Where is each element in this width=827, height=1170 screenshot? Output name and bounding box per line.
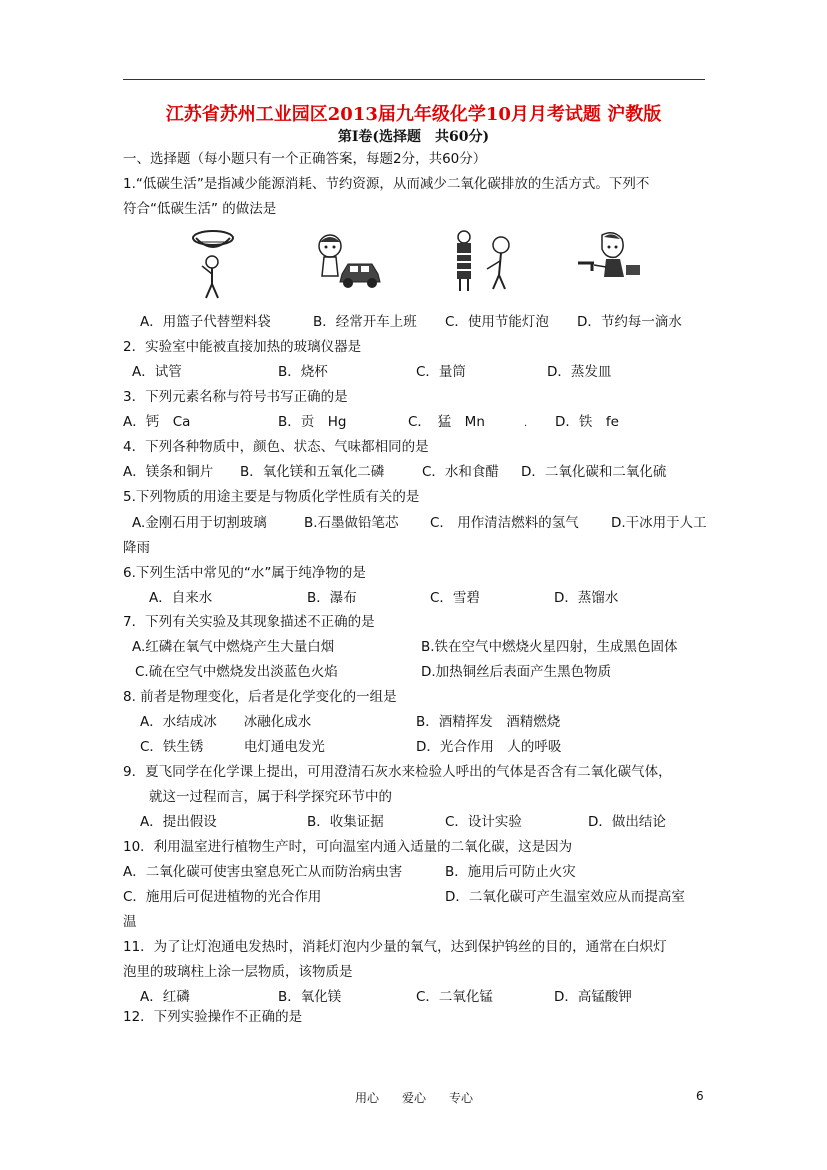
q1-option-a: A．用篮子代替塑料袋 xyxy=(140,314,271,330)
car-illustration xyxy=(312,232,384,292)
q1-option-d: D．节约每一滴水 xyxy=(577,314,682,330)
question-8-stem: 8. 前者是物理变化，后者是化学变化的一组是 xyxy=(123,689,397,705)
question-6-stem: 6.下列生活中常见的“水”属于纯净物的是 xyxy=(123,565,366,581)
section-subtitle: 第Ⅰ卷(选择题 共60分) xyxy=(337,129,490,145)
question-7-stem: 7．下列有关实验及其现象描述不正确的是 xyxy=(123,614,375,630)
q11-option-b: B．氧化镁 xyxy=(278,989,342,1005)
q10-option-c: C．施用后可促进植物的光合作用 xyxy=(123,889,322,905)
question-1-stem: 1.“低碳生活”是指减少能源消耗、节约资源，从而减少二氧化碳排放的生活方式。下列不 xyxy=(123,176,650,192)
q4-option-b: B．氧化镁和五氧化二磷 xyxy=(240,464,385,480)
question-9-stem: 9．夏飞同学在化学课上提出，可用澄清石灰水来检验人呼出的气体是否含有二氧化碳气体， xyxy=(123,764,672,780)
q1-option-c: C．使用节能灯泡 xyxy=(445,314,549,330)
q9-option-c: C．设计实验 xyxy=(445,814,522,830)
q3-option-d: D．铁 fe xyxy=(555,414,619,430)
q10-option-b: B．施用后可防止火灾 xyxy=(445,864,576,880)
footer-motto-3: 专心 xyxy=(449,1091,474,1105)
q7-option-c: C.硫在空气中燃烧发出淡蓝色火焰 xyxy=(135,664,338,680)
q8-option-a: A．水结成冰 冰融化成水 xyxy=(140,714,312,730)
page-title: 江苏省苏州工业园区2013届九年级化学10月月考试题 沪教版 xyxy=(165,104,662,125)
q2-option-b: B．烧杯 xyxy=(278,364,328,380)
q8-option-d: D．光合作用 人的呼吸 xyxy=(416,739,562,755)
q6-option-c: C．雪碧 xyxy=(430,590,480,606)
q6-option-b: B．瀑布 xyxy=(307,590,357,606)
q5-option-d: D.干冰用于人工 xyxy=(611,515,707,531)
q9-option-a: A．提出假设 xyxy=(140,814,217,830)
question-10-stem: 10．利用温室进行植物生产时，可向温室内通入适量的二氧化碳，这是因为 xyxy=(123,839,573,855)
faucet-illustration xyxy=(576,229,642,285)
lamp-illustration xyxy=(447,229,519,294)
q8-option-b: B．酒精挥发 酒精燃烧 xyxy=(416,714,561,730)
q4-option-c: C．水和食醋 xyxy=(422,464,499,480)
q4-option-a: A．镁条和铜片 xyxy=(123,464,214,480)
q3-option-a: A．钙 Ca xyxy=(123,414,191,430)
q7-option-b: B.铁在空气中燃烧火星四射，生成黑色固体 xyxy=(421,639,678,655)
q11-option-a: A．红磷 xyxy=(140,989,190,1005)
question-11-stem-cont: 泡里的玻璃柱上涂一层物质，该物质是 xyxy=(123,964,353,980)
question-5-stem: 5.下列物质的用途主要是与物质化学性质有关的是 xyxy=(123,489,420,505)
basket-illustration xyxy=(188,228,238,300)
q3-option-c: C． 猛 Mn xyxy=(408,414,485,430)
section-heading: 一、选择题（每小题只有一个正确答案，每题2分，共60分） xyxy=(123,151,487,167)
question-1-stem-cont: 符合“低碳生活” 的做法是 xyxy=(123,201,277,217)
q5-option-a: A.金刚石用于切割玻璃 xyxy=(132,515,267,531)
question-4-stem: 4．下列各种物质中，颜色、状态、气味都相同的是 xyxy=(123,439,429,455)
q6-option-a: A．自来水 xyxy=(149,590,213,606)
q11-option-c: C．二氧化锰 xyxy=(416,989,493,1005)
footer-motto-1: 用心 xyxy=(355,1091,380,1105)
q10-option-d: D．二氧化碳可产生温室效应从而提高室 xyxy=(445,889,685,905)
q2-option-c: C．量筒 xyxy=(416,364,466,380)
q8-option-c: C．铁生锈 电灯通电发光 xyxy=(140,739,325,755)
question-11-stem: 11．为了让灯泡通电发热时，消耗灯泡内少量的氧气，达到保护钨丝的目的，通常在白炽灯 xyxy=(123,939,667,955)
q9-option-b: B．收集证据 xyxy=(307,814,384,830)
q5-option-b: B.石墨做铅笔芯 xyxy=(304,515,399,531)
q3-option-b: B．贡 Hg xyxy=(278,414,347,430)
q11-option-d: D．高锰酸钾 xyxy=(554,989,632,1005)
q4-option-d: D．二氧化碳和二氧化硫 xyxy=(521,464,667,480)
question-9-stem-cont: 就这一过程而言，属于科学探究环节中的 xyxy=(149,789,392,805)
q5-option-c: C. 用作清洁燃料的氢气 xyxy=(430,515,579,531)
q7-option-d: D.加热铜丝后表面产生黑色物质 xyxy=(421,664,612,680)
q3-stray-dot: . xyxy=(524,418,528,429)
q6-option-d: D．蒸馏水 xyxy=(554,590,619,606)
q10-option-d-cont: 温 xyxy=(123,914,137,930)
q9-option-d: D．做出结论 xyxy=(588,814,666,830)
header-rule xyxy=(123,79,705,80)
page-number: 6 xyxy=(696,1089,704,1103)
question-12-stem: 12．下列实验操作不正确的是 xyxy=(123,1009,303,1025)
q2-option-a: A．试管 xyxy=(132,364,182,380)
question-3-stem: 3．下列元素名称与符号书写正确的是 xyxy=(123,389,348,405)
q2-option-d: D．蒸发皿 xyxy=(547,364,612,380)
q7-option-a: A.红磷在氧气中燃烧产生大量白烟 xyxy=(132,639,335,655)
question-2-stem: 2．实验室中能被直接加热的玻璃仪器是 xyxy=(123,339,362,355)
q1-option-b: B．经常开车上班 xyxy=(313,314,417,330)
q10-option-a: A．二氧化碳可使害虫窒息死亡从而防治病虫害 xyxy=(123,864,403,880)
footer-motto-2: 爱心 xyxy=(402,1091,427,1105)
q5-option-d-cont: 降雨 xyxy=(123,540,150,556)
